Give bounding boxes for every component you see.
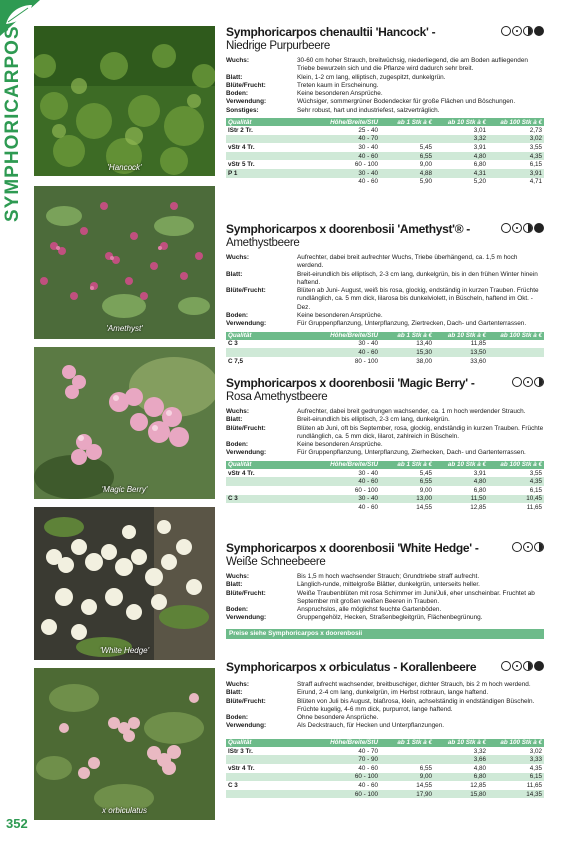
- table-header-cell: ab 100 Stk à €: [488, 739, 544, 747]
- table-header-cell: Höhe/Breite/StU: [318, 461, 380, 469]
- prop-key: Wuchs:: [226, 254, 249, 261]
- table-header-cell: ab 1 Stk à €: [380, 461, 434, 469]
- entry-title: Symphoricarpos chenaultii 'Hancock' -: [226, 25, 436, 39]
- prop-value: Sehr robust, hart und industriefest, salzverträglich.: [297, 106, 440, 114]
- table-header-cell: Qualität: [226, 332, 318, 340]
- table-cell: 38,00: [416, 357, 432, 365]
- table-cell: [226, 773, 318, 782]
- table-cell: [226, 152, 318, 161]
- prop-key: Sonstiges:: [226, 106, 259, 114]
- table-row: [226, 764, 544, 773]
- table-cell: 30 - 40: [358, 469, 378, 477]
- table-cell: 4,31: [434, 169, 488, 178]
- table-cell: 3,66: [434, 755, 488, 764]
- table-cell: 3,32: [473, 747, 486, 755]
- table-cell: 3,55: [529, 144, 542, 152]
- table-cell: 40 - 60: [358, 764, 378, 772]
- prop-value: Blüten ab Juni- August, weiß bis rosa, glockig, endständig in kurzen Trauben. Früchte rundlänglich, ca. 5 mm dick, lilarosa bis dunkelviolett, in Büscheln, haftend im Okt. - Dez.: [297, 287, 539, 311]
- table-cell: 3,55: [529, 469, 542, 477]
- table-cell: 4,80: [473, 764, 486, 772]
- entry-title: Symphoricarpos x orbiculatus - Korallenbeere: [226, 660, 477, 674]
- table-cell: 80 - 100: [354, 357, 378, 365]
- price-table-header: [226, 118, 544, 126]
- photo-white-hedge: [34, 507, 215, 660]
- price-table: [226, 332, 544, 366]
- table-cell: 6,80: [473, 161, 486, 169]
- entry-hancock: [226, 25, 544, 186]
- entry-white-hedge: [226, 541, 544, 643]
- prop-key: Blatt:: [226, 73, 243, 81]
- table-header-cell: ab 100 Stk à €: [488, 332, 544, 340]
- entry-title: Symphoricarpos x doorenbosii 'Magic Berry' -: [226, 376, 475, 390]
- table-header-cell: ab 100 Stk à €: [488, 118, 544, 126]
- sun-half-icon: [534, 542, 544, 552]
- price-table-header: [226, 739, 544, 747]
- photo-hancock: [34, 26, 215, 176]
- photo-caption: 'Amethyst': [106, 324, 143, 333]
- light-requirement-icons: [501, 661, 544, 671]
- prop-value: Blüten ab Juni, oft bis September, rosa, glockig, endständig in kurzen Trauben. Früchte rundlänglich, ca. 5 mm dick, lilarot, zahlreich in Büscheln.: [297, 424, 544, 440]
- sun-dot-icon: [512, 661, 522, 671]
- table-cell: [226, 486, 318, 495]
- entry-orbiculatus: [226, 660, 544, 798]
- table-header-cell: Höhe/Breite/StU: [318, 739, 380, 747]
- table-row: [226, 495, 544, 504]
- price-table: [226, 739, 544, 799]
- prop-value: Ohne besondere Ansprüche.: [297, 714, 379, 722]
- photo-caption: x orbiculatus: [102, 806, 147, 815]
- table-cell: [488, 340, 544, 349]
- prop-key: Blüte/Frucht:: [226, 424, 266, 432]
- table-row: [226, 747, 544, 756]
- prop-key: Blüte/Frucht:: [226, 697, 266, 705]
- table-cell: 3,02: [529, 747, 542, 755]
- photo-orbiculatus: [34, 668, 215, 820]
- table-cell: 6,15: [529, 161, 542, 169]
- table-cell: 14,55: [416, 503, 432, 511]
- photo-caption: 'Hancock': [107, 163, 142, 172]
- prop-value: Als Deckstrauch, für Hecken und Unterpflanzungen.: [297, 722, 445, 730]
- table-cell: 5,90: [419, 178, 432, 186]
- entry-subtitle: Niedrige Purpurbeere: [226, 40, 330, 52]
- sun-dot-icon: [512, 223, 522, 233]
- table-row: [226, 357, 544, 366]
- table-row: [226, 135, 544, 144]
- prop-value: Bis 1,5 m hoch wachsender Strauch; Grundtriebe straff aufrecht.: [297, 573, 480, 580]
- table-row: [226, 169, 544, 178]
- prop-value: Straff aufrecht wachsender, breitbuschiger, dichter Strauch, bis 2 m hoch werdend.: [297, 681, 531, 688]
- table-cell: 11,50: [434, 495, 488, 504]
- sun-empty-icon: [501, 26, 511, 36]
- table-cell: 4,80: [434, 152, 488, 161]
- table-cell: 4,35: [488, 477, 544, 486]
- table-cell: 2,73: [529, 126, 542, 134]
- table-cell: 5,45: [419, 144, 432, 152]
- photo-caption: 'Magic Berry': [101, 485, 148, 494]
- prop-key: Blüte/Frucht:: [226, 287, 266, 295]
- table-cell: 6,15: [529, 486, 542, 494]
- entry-title: Symphoricarpos x doorenbosii 'White Hedge' -: [226, 541, 479, 555]
- prop-value: Breit-eirundlich bis elliptisch, 2-3 cm lang, dunkelgrün.: [297, 416, 450, 424]
- table-cell: 9,00: [380, 773, 434, 782]
- table-cell: 5,20: [473, 178, 486, 186]
- prop-value: Treten kaum in Erscheinung.: [297, 81, 379, 89]
- table-header-cell: Höhe/Breite/StU: [318, 118, 380, 126]
- prop-key: Verwendung:: [226, 98, 267, 106]
- table-cell: 17,90: [380, 790, 434, 799]
- prop-key: Verwendung:: [226, 320, 267, 328]
- prop-key: Blüte/Frucht:: [226, 589, 266, 597]
- table-cell: 60 - 100: [354, 161, 378, 169]
- prop-value: Für Gruppenpflanzung, Unterpflanzung, Ziertrecken, Dach- und Gartenterrassen.: [297, 320, 527, 328]
- table-row: [226, 160, 544, 169]
- table-cell: 30 - 40: [318, 169, 380, 178]
- table-cell: 6,55: [419, 764, 432, 772]
- table-cell: C 3: [228, 340, 238, 348]
- prop-value: Aufrechter, dabei breit aufrechter Wuchs, Triebe überhängend, ca. 1,5 m hoch werdend.: [297, 254, 518, 270]
- prop-value: Gruppengehölz, Hecken, Straßenbegleitgrün, Flächenbegrünung.: [297, 614, 483, 622]
- table-header-cell: ab 10 Stk à €: [434, 332, 488, 340]
- table-header-cell: Höhe/Breite/StU: [318, 332, 380, 340]
- prop-value: Eirund, 2-4 cm lang, dunkelgrün, im Herbst rotbraun, lange haftend.: [297, 689, 489, 697]
- table-row: [226, 781, 544, 790]
- sun-full-icon: [534, 223, 544, 233]
- prop-key: Boden:: [226, 90, 249, 98]
- table-cell: 11,85: [470, 340, 486, 348]
- entry-properties: [226, 681, 544, 731]
- sun-half-icon: [523, 26, 533, 36]
- table-row: [226, 486, 544, 495]
- prop-key: Blatt:: [226, 581, 243, 589]
- table-row: [226, 178, 544, 187]
- table-cell: 40 - 60: [318, 477, 380, 486]
- table-cell: [226, 348, 318, 357]
- prop-key: Blatt:: [226, 416, 243, 424]
- table-cell: 14,55: [416, 781, 432, 789]
- table-cell: 3,01: [473, 126, 486, 134]
- table-cell: vStr 5 Tr.: [228, 161, 255, 169]
- genus-side-title: SYMPHORICARPOS: [2, 25, 23, 222]
- table-cell: [226, 503, 318, 512]
- light-requirement-icons: [512, 542, 544, 552]
- table-cell: 33,60: [470, 357, 486, 365]
- table-cell: 13,40: [416, 340, 432, 348]
- table-cell: 25 - 40: [358, 126, 378, 134]
- prop-key: Boden:: [226, 714, 249, 722]
- entry-amethyst: [226, 222, 544, 365]
- table-cell: 13,00: [380, 495, 434, 504]
- prop-value: Aufrechter, dabei breit gedrungen wachsender, ca. 1 m hoch werdender Strauch.: [297, 408, 526, 415]
- table-row: [226, 126, 544, 135]
- table-cell: 13,50: [434, 348, 488, 357]
- table-cell: 4,88: [380, 169, 434, 178]
- table-cell: vStr 4 Tr.: [228, 764, 255, 772]
- table-cell: [226, 755, 318, 764]
- table-cell: 10,45: [488, 495, 544, 504]
- entry-subtitle: Rosa Amethystbeere: [226, 391, 328, 403]
- sun-dot-icon: [523, 377, 533, 387]
- prop-value: Für Gruppenpflanzung, Unterpflanzung, Zierhecken, Dach- und Gartenterrassen.: [297, 449, 526, 457]
- entry-properties: [226, 254, 544, 329]
- table-cell: 11,65: [526, 781, 542, 789]
- table-cell: 3,91: [488, 169, 544, 178]
- table-cell: 15,30: [380, 348, 434, 357]
- table-cell: lStr 2 Tr.: [228, 126, 253, 134]
- light-requirement-icons: [512, 377, 544, 387]
- prop-value: Wüchsiger, sommergrüner Bodendecker für große Flächen und Böschungen.: [297, 98, 516, 106]
- table-cell: 40 - 60: [358, 781, 378, 789]
- prop-value: Anspruchslos, alle möglichst feuchte Gartenböden.: [297, 606, 442, 614]
- entry-title: Symphoricarpos x doorenbosii 'Amethyst'® -: [226, 222, 470, 236]
- table-cell: 9,00: [419, 486, 432, 494]
- table-cell: 6,55: [380, 477, 434, 486]
- table-cell: 4,35: [529, 764, 542, 772]
- table-row: [226, 773, 544, 782]
- sun-empty-icon: [501, 661, 511, 671]
- prop-value: 30-60 cm hoher Strauch, breitwüchsig, niederliegend, die am Boden aufliegenden Triebe bewurzeln sich und die Pflanze wird dadurch sehr breit.: [297, 57, 528, 73]
- entry-properties: [226, 57, 544, 115]
- table-cell: [226, 477, 318, 486]
- table-cell: 14,35: [488, 790, 544, 799]
- prop-key: Blatt:: [226, 270, 243, 278]
- page-number: 352: [6, 816, 28, 831]
- sun-full-icon: [534, 661, 544, 671]
- table-row: [226, 469, 544, 478]
- table-row: [226, 143, 544, 152]
- table-row: [226, 477, 544, 486]
- sun-half-icon: [523, 223, 533, 233]
- prop-value: Breit-eirundlich bis elliptisch, 2-3 cm lang, dunkelgrün, bis in den frühen Winter hinein haftend.: [297, 270, 538, 286]
- table-cell: 6,55: [380, 152, 434, 161]
- sun-empty-icon: [512, 377, 522, 387]
- table-cell: 12,85: [470, 781, 486, 789]
- entry-subtitle: Weiße Schneebeere: [226, 556, 326, 568]
- prop-value: Blüten von Juli bis August, blaßrosa, klein, achselständig in endständigen Büscheln. Früchte kugelig, 4-6 mm dick, purpurrot, lange haftend.: [297, 697, 535, 713]
- table-cell: 11,65: [526, 503, 542, 511]
- table-cell: [488, 348, 544, 357]
- prop-key: Blüte/Frucht:: [226, 81, 266, 89]
- light-requirement-icons: [501, 26, 544, 36]
- table-cell: [380, 135, 434, 144]
- entry-properties: [226, 573, 544, 623]
- table-cell: 3,91: [473, 469, 486, 477]
- price-table: [226, 118, 544, 186]
- table-header-cell: ab 1 Stk à €: [380, 118, 434, 126]
- table-row: [226, 503, 544, 512]
- photo-amethyst: [34, 186, 215, 339]
- table-cell: 70 - 90: [318, 755, 380, 764]
- table-cell: 9,00: [419, 161, 432, 169]
- table-cell: [226, 178, 318, 187]
- table-row: [226, 340, 544, 349]
- table-cell: C 7,5: [228, 357, 244, 365]
- sun-full-icon: [534, 26, 544, 36]
- table-cell: [380, 747, 434, 756]
- prop-value: Keine besonderen Ansprüche.: [297, 441, 383, 449]
- sun-half-icon: [523, 661, 533, 671]
- table-header-cell: Qualität: [226, 461, 318, 469]
- sun-empty-icon: [512, 542, 522, 552]
- table-cell: 5,45: [419, 469, 432, 477]
- table-row: [226, 790, 544, 799]
- table-header-cell: ab 10 Stk à €: [434, 461, 488, 469]
- prop-value: Länglich-runde, mittelgroße Blätter, dunkelgrün, unterseits heller.: [297, 581, 480, 589]
- table-cell: 40 - 60: [318, 152, 380, 161]
- light-requirement-icons: [501, 223, 544, 233]
- table-header-cell: Qualität: [226, 118, 318, 126]
- prop-key: Wuchs:: [226, 408, 249, 415]
- table-cell: 60 - 100: [318, 773, 380, 782]
- table-cell: 4,80: [434, 477, 488, 486]
- price-reference-notice: Preise siehe Symphoricarpos x doorenbosii: [226, 629, 544, 639]
- price-table-header: [226, 461, 544, 469]
- table-cell: 40 - 70: [318, 135, 380, 144]
- prop-key: Boden:: [226, 312, 249, 320]
- table-cell: 3,32: [434, 135, 488, 144]
- table-cell: 30 - 40: [358, 144, 378, 152]
- prop-key: Boden:: [226, 441, 249, 449]
- table-cell: 60 - 100: [354, 486, 378, 494]
- table-cell: [488, 357, 544, 366]
- prop-key: Wuchs:: [226, 57, 249, 64]
- table-cell: 3,02: [488, 135, 544, 144]
- photo-magic-berry: [34, 347, 215, 499]
- entry-properties: [226, 408, 544, 458]
- table-cell: 40 - 60: [358, 503, 378, 511]
- table-cell: 6,15: [488, 773, 544, 782]
- table-header-cell: ab 10 Stk à €: [434, 118, 488, 126]
- table-row: [226, 152, 544, 161]
- prop-key: Boden:: [226, 606, 249, 614]
- prop-key: Verwendung:: [226, 722, 267, 730]
- prop-value: Keine besonderen Ansprüche.: [297, 90, 383, 98]
- prop-key: Verwendung:: [226, 449, 267, 457]
- table-cell: 4,71: [529, 178, 542, 186]
- price-table: [226, 461, 544, 512]
- prop-value: Klein, 1-2 cm lang, elliptisch, zugespitzt, dunkelgrün.: [297, 73, 446, 81]
- price-table-header: [226, 332, 544, 340]
- table-cell: 3,91: [473, 144, 486, 152]
- table-cell: 6,80: [434, 773, 488, 782]
- table-cell: 12,85: [470, 503, 486, 511]
- table-cell: [380, 755, 434, 764]
- prop-key: Wuchs:: [226, 573, 249, 580]
- table-row: [226, 755, 544, 764]
- table-cell: 15,80: [434, 790, 488, 799]
- table-cell: 40 - 60: [358, 178, 378, 186]
- table-cell: [226, 135, 318, 144]
- prop-value: Weiße Traubenblüten mit rosa Schimmer im Juni/Juli, eher unscheinbar. Fruchtet ab September mit großen weißen Beeren in Trauben.: [297, 589, 535, 605]
- table-cell: [226, 790, 318, 799]
- table-cell: 4,35: [488, 152, 544, 161]
- prop-key: Blatt:: [226, 689, 243, 697]
- table-cell: lStr 3 Tr.: [228, 747, 253, 755]
- table-cell: 3,33: [488, 755, 544, 764]
- table-cell: P 1: [226, 169, 318, 178]
- table-cell: C 3: [226, 495, 318, 504]
- prop-value: Keine besonderen Ansprüche.: [297, 312, 383, 320]
- sun-empty-icon: [501, 223, 511, 233]
- table-cell: 30 - 40: [358, 340, 378, 348]
- sun-dot-icon: [523, 542, 533, 552]
- photo-caption: 'White Hedge': [99, 646, 150, 655]
- prop-key: Verwendung:: [226, 614, 267, 622]
- entry-subtitle: Amethystbeere: [226, 237, 300, 249]
- table-cell: vStr 4 Tr.: [228, 144, 255, 152]
- table-cell: 6,80: [473, 486, 486, 494]
- table-header-cell: ab 10 Stk à €: [434, 739, 488, 747]
- table-header-cell: Qualität: [226, 739, 318, 747]
- table-cell: vStr 4 Tr.: [228, 469, 255, 477]
- table-header-cell: ab 100 Stk à €: [488, 461, 544, 469]
- table-cell: C 3: [228, 781, 238, 789]
- table-cell: 40 - 60: [318, 348, 380, 357]
- table-cell: 60 - 100: [318, 790, 380, 799]
- sun-dot-icon: [512, 26, 522, 36]
- entry-magic-berry: [226, 376, 544, 512]
- table-cell: 30 - 40: [318, 495, 380, 504]
- table-cell: [380, 126, 434, 135]
- prop-key: Wuchs:: [226, 681, 249, 688]
- table-row: [226, 348, 544, 357]
- sun-half-icon: [534, 377, 544, 387]
- table-header-cell: ab 1 Stk à €: [380, 332, 434, 340]
- table-cell: 40 - 70: [358, 747, 378, 755]
- table-header-cell: ab 1 Stk à €: [380, 739, 434, 747]
